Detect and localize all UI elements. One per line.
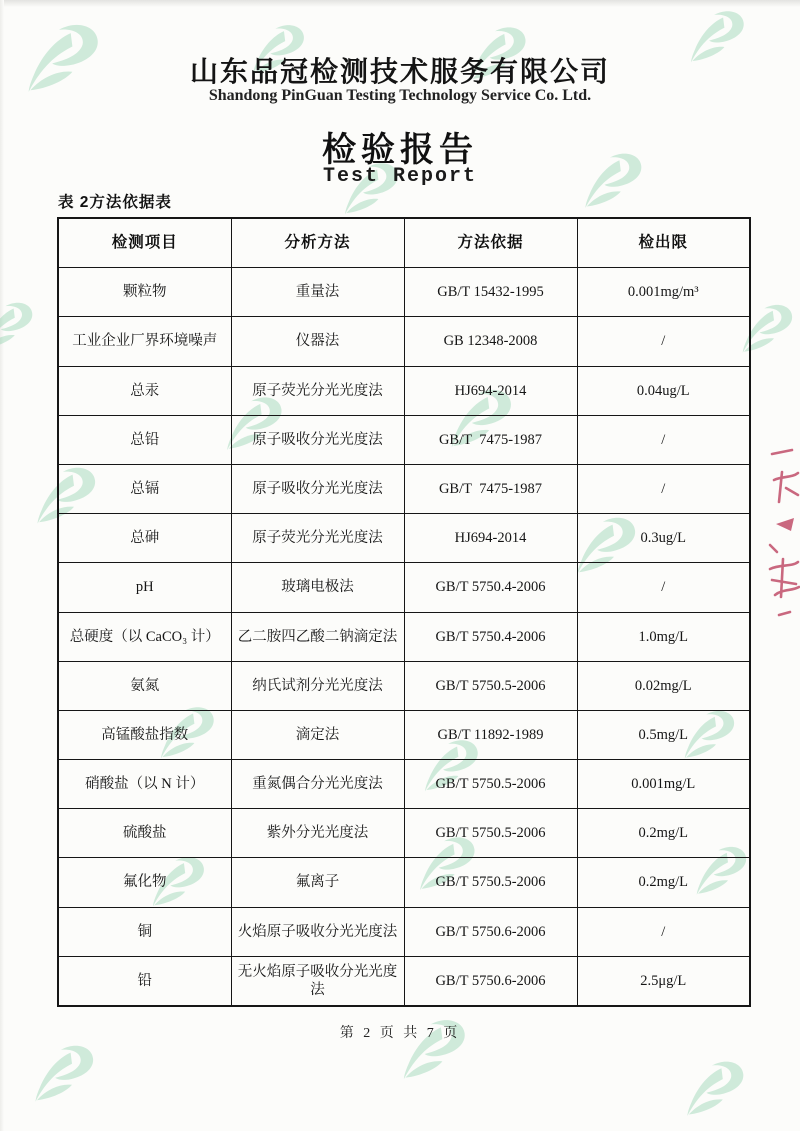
- brand-watermark-icon: [30, 1040, 100, 1110]
- cell-method-basis: HJ694-2014: [404, 366, 577, 415]
- cell-detection-limit: 0.001mg/m³: [577, 268, 750, 317]
- cell-method-basis: GB/T 15432-1995: [404, 268, 577, 317]
- cell-detection-limit: 1.0mg/L: [577, 612, 750, 661]
- cell-test-item: 总砷: [58, 514, 231, 563]
- cell-analysis-method: 重量法: [231, 268, 404, 317]
- cell-analysis-method: 原子吸收分光光度法: [231, 464, 404, 513]
- col-header-detection-limit: 检出限: [577, 218, 750, 268]
- cell-analysis-method: 纳氏试剂分光光度法: [231, 661, 404, 710]
- methods-table: [57, 217, 751, 1007]
- cell-analysis-method: 原子荧光分光光度法: [231, 366, 404, 415]
- cell-analysis-method: 重氮偶合分光光度法: [231, 760, 404, 809]
- col-header-test-item: 检测项目: [58, 218, 231, 268]
- cell-detection-limit: 0.001mg/L: [577, 760, 750, 809]
- table-row: [58, 760, 750, 809]
- cell-analysis-method: 玻璃电极法: [231, 563, 404, 612]
- company-name-en: Shandong PinGuan Testing Technology Service Co. Ltd.: [208, 87, 592, 104]
- cell-analysis-method: 滴定法: [231, 710, 404, 759]
- table-row: [58, 514, 750, 563]
- cell-test-item: 颗粒物: [58, 268, 231, 317]
- cell-test-item: 高锰酸盐指数: [58, 710, 231, 759]
- cell-method-basis: GB 12348-2008: [404, 317, 577, 366]
- table-row: [58, 661, 750, 710]
- cell-method-basis: GB/T 5750.4-2006: [404, 612, 577, 661]
- report-title-en: Test Report: [322, 165, 478, 188]
- cell-method-basis: GB/T 7475-1987: [404, 415, 577, 464]
- cell-method-basis: GB/T 5750.6-2006: [404, 907, 577, 956]
- cell-test-item: 氟化物: [58, 858, 231, 907]
- cell-test-item: 总镉: [58, 464, 231, 513]
- cell-method-basis: GB/T 11892-1989: [404, 710, 577, 759]
- col-header-method-basis: 方法依据: [404, 218, 577, 268]
- cell-detection-limit: 0.02mg/L: [577, 661, 750, 710]
- cell-detection-limit: 0.2mg/L: [577, 858, 750, 907]
- table-row: [58, 809, 750, 858]
- scan-edge: [0, 0, 800, 7]
- cell-analysis-method: 无火焰原子吸收分光光度法: [231, 956, 404, 1006]
- brand-watermark-icon: [0, 298, 38, 356]
- brand-watermark-icon: [682, 1056, 750, 1124]
- table-row: [58, 415, 750, 464]
- cell-test-item: 铅: [58, 956, 231, 1006]
- table-caption: 表 2方法依据表: [58, 194, 172, 211]
- cell-analysis-method: 原子吸收分光光度法: [231, 415, 404, 464]
- cell-analysis-method: 原子荧光分光光度法: [231, 514, 404, 563]
- col-header-analysis-method: 分析方法: [231, 218, 404, 268]
- table-row: [58, 858, 750, 907]
- cell-detection-limit: 0.3ug/L: [577, 514, 750, 563]
- cell-detection-limit: /: [577, 907, 750, 956]
- cell-test-item: 氨氮: [58, 661, 231, 710]
- report-title-cn: 检验报告: [322, 131, 478, 169]
- page-number: 第 2 页 共 7 页: [339, 1026, 461, 1041]
- cell-analysis-method: 紫外分光光度法: [231, 809, 404, 858]
- cell-analysis-method: 氟离子: [231, 858, 404, 907]
- cell-method-basis: GB/T 5750.5-2006: [404, 809, 577, 858]
- cell-analysis-method: 仪器法: [231, 317, 404, 366]
- company-name-cn: 山东品冠检测技术服务有限公司: [189, 56, 610, 87]
- cell-detection-limit: /: [577, 415, 750, 464]
- cell-method-basis: GB/T 5750.6-2006: [404, 956, 577, 1006]
- cell-test-item: 总硬度（以 CaCO₃ 计）: [58, 612, 231, 661]
- cell-test-item: pH: [58, 563, 231, 612]
- cell-analysis-method: 乙二胺四乙酸二钠滴定法: [231, 612, 404, 661]
- red-margin-marks-icon: [752, 428, 800, 653]
- cell-test-item: 总铅: [58, 415, 231, 464]
- cell-test-item: 硝酸盐（以 N 计）: [58, 760, 231, 809]
- table-row: [58, 268, 750, 317]
- table-row: [58, 464, 750, 513]
- cell-test-item: 硫酸盐: [58, 809, 231, 858]
- cell-detection-limit: 0.2mg/L: [577, 809, 750, 858]
- cell-method-basis: HJ694-2014: [404, 514, 577, 563]
- cell-method-basis: GB/T 5750.5-2006: [404, 858, 577, 907]
- cell-method-basis: GB/T 5750.4-2006: [404, 563, 577, 612]
- cell-detection-limit: 0.04ug/L: [577, 366, 750, 415]
- cell-detection-limit: 2.5μg/L: [577, 956, 750, 1006]
- cell-method-basis: GB/T 5750.5-2006: [404, 661, 577, 710]
- table-header-row: [58, 218, 750, 268]
- cell-detection-limit: 0.5mg/L: [577, 710, 750, 759]
- cell-test-item: 铜: [58, 907, 231, 956]
- cell-method-basis: GB/T 7475-1987: [404, 464, 577, 513]
- table-row: [58, 366, 750, 415]
- cell-detection-limit: /: [577, 563, 750, 612]
- table-row: [58, 317, 750, 366]
- cell-test-item: 总汞: [58, 366, 231, 415]
- cell-detection-limit: /: [577, 317, 750, 366]
- table-row: [58, 563, 750, 612]
- table-row: [58, 907, 750, 956]
- table-row: [58, 612, 750, 661]
- cell-method-basis: GB/T 5750.5-2006: [404, 760, 577, 809]
- cell-detection-limit: /: [577, 464, 750, 513]
- table-row: [58, 956, 750, 1006]
- cell-analysis-method: 火焰原子吸收分光光度法: [231, 907, 404, 956]
- table-row: [58, 710, 750, 759]
- cell-test-item: 工业企业厂界环境噪声: [58, 317, 231, 366]
